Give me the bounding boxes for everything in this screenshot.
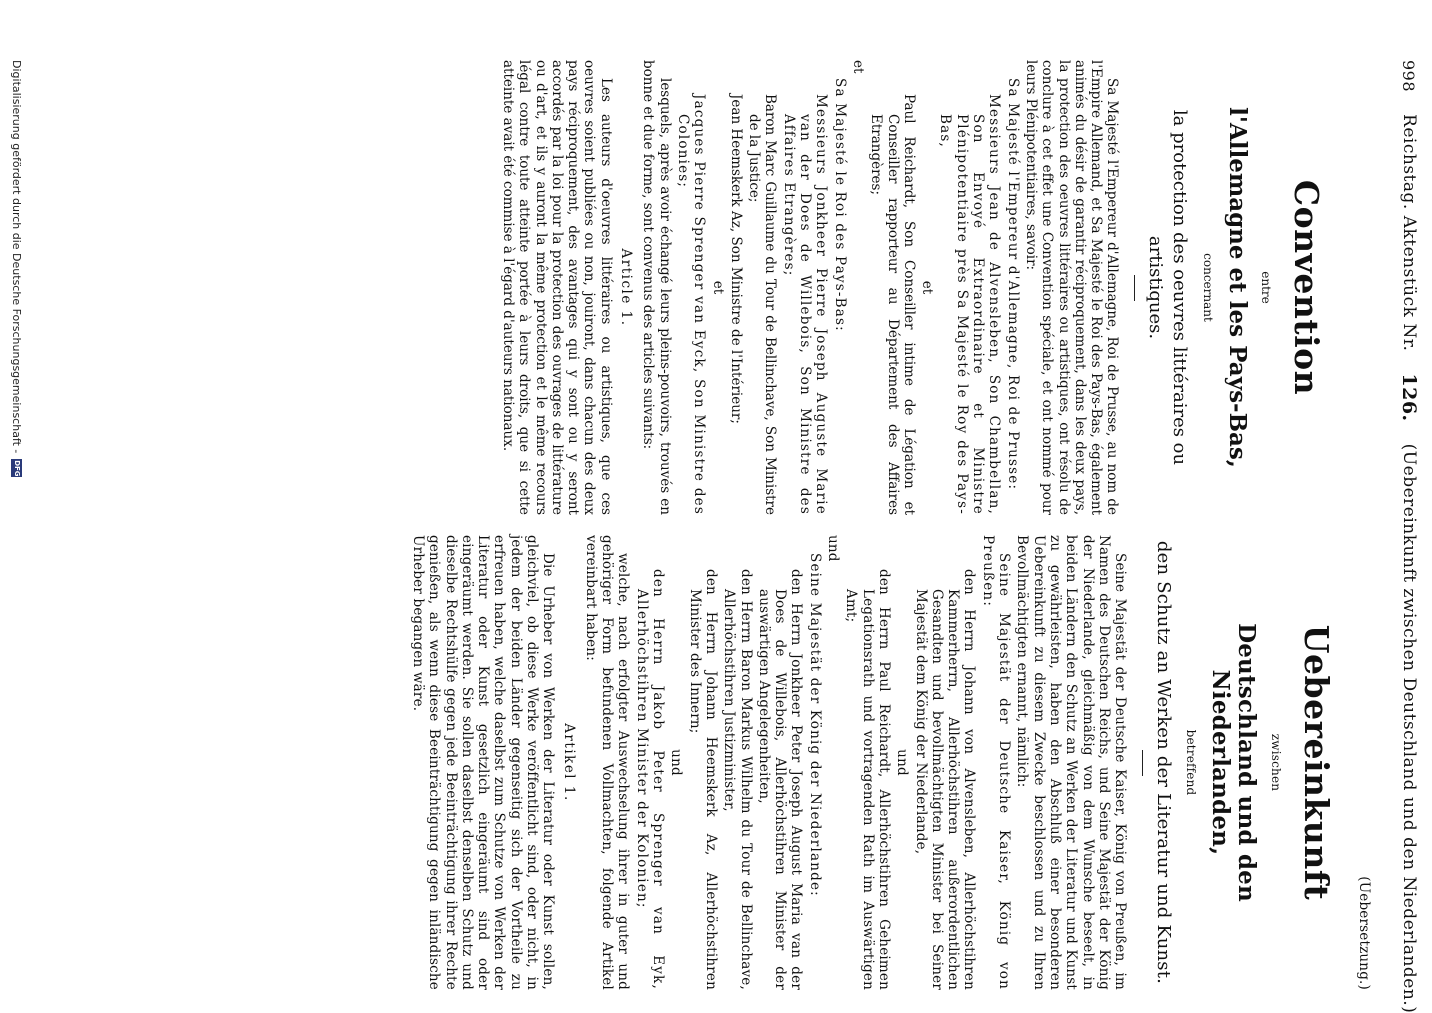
- german-parties: Deutschland und den Niederlanden,: [1207, 623, 1261, 902]
- french-et-3: et: [709, 280, 726, 295]
- german-article-title: Artikel 1.: [560, 723, 577, 802]
- german-delegate-6: den Herrn Jakob Peter Sprenger van Eyk, Allerhöchstihren Minister der Kolonien;: [633, 569, 667, 990]
- german-delegate-4: den Herrn Baron Markus Wilhelm du Tour de Bellinchave, Allerhöchstihren Justizminister,: [721, 569, 754, 990]
- german-und-1: und: [894, 749, 911, 776]
- french-concernant: concernant: [1200, 253, 1215, 322]
- french-sovereign-1: Sa Majesté l'Empereur d'Allemagne, Roi de Prusse:: [1004, 78, 1021, 491]
- german-uebersetzung: (Uebersetzung.): [1356, 876, 1372, 990]
- page-header: [1394, 60, 1424, 1013]
- french-delegate-4: Baron Marc Guillaume du Tour de Bellinchave, Son Ministre de la Justice;: [746, 94, 779, 515]
- german-closing: welche, nach erfolgter Auswechselung ihrer in guter und gehöriger Form befundenen Vollmachten, folgende Artikel vereinbart haben:: [582, 535, 632, 990]
- german-preamble: Seine Majestät der Deutsche Kaiser, König von Preußen, im Namen des Deutschen Reichs, und Seine Majestät der König der Niederlande, gleichmäßig von dem Wunsche beseelt, in beiden Ländern den Schutz an Werken der Literatur und Kunst zu gewährleisten, haben den Abschluß einer besonderen Uebereinkunft zu diesem Zwecke beschlossen und zu Ihren Bevollmächtigten ernannt, nämlich:: [1014, 535, 1129, 990]
- french-delegate-6: Jacques Pierre Sprenger van Eyck, Son Ministre des Colonies;: [674, 94, 708, 515]
- german-und-3: und: [668, 749, 685, 776]
- german-sovereign-1: Seine Majestät der Deutsche Kaiser, König von Preußen:: [979, 535, 1013, 990]
- german-delegate-1: den Herrn Johann von Alvensleben, Allerhöchstihren Kammerherrn, Allerhöchstihren außerordentlichen Gesandten und bevollmächtigten Minister bei Seiner Majestät dem König der Niederlande,: [912, 569, 978, 990]
- french-article-title: Article 1.: [618, 248, 635, 327]
- french-delegate-2: Paul Reichardt, Son Conseiller intime de Légation et Conseiller rapporteur au Département des Affaires Etrangères;: [868, 94, 917, 515]
- page-number: 998: [1399, 60, 1419, 93]
- divider: [1134, 275, 1135, 301]
- german-subject: den Schutz an Werken der Literatur und Kunst.: [1153, 540, 1175, 985]
- french-sovereign-2: Sa Majesté le Roi des Pays-Bas:: [831, 78, 848, 332]
- french-et-2: et: [849, 60, 866, 74]
- header-left-text: Reichstag. Aktenstück Nr.: [1399, 114, 1419, 352]
- document-number: 126.: [1398, 373, 1420, 422]
- german-und-2: und: [825, 535, 842, 562]
- french-delegate-3: Messieurs Jonkheer Pierre Joseph Auguste Marie van der Does de Willebois, Son Ministre des Affaires Etrangères;: [780, 94, 830, 515]
- german-delegate-2: den Herrn Paul Reichardt, Allerhöchstihren Geheimen Legationsrath und vortragenden Rath im Auswärtigen Amt;: [843, 569, 892, 990]
- german-zwischen: zwischen: [1268, 733, 1283, 792]
- german-sovereign-2: Seine Majestät der König der Niederlande:: [806, 553, 823, 897]
- german-article-text: Die Urheber von Werken der Literatur oder Kunst sollen, gleichviel, ob diese Werke veröffentlicht sind, oder nicht, in jedem der beiden Länder gegenseitig sich der Vortheile zu erfreuen haben, welche daselbst zum Schutze von Werken der Literatur oder Kunst gesetzlich eingeräumt sind oder eingeräumt werden. Sie sollen daselbst denselben Schutz und dieselbe Rechtshülfe gegen jede Beeinträchtigung ihrer Rechte genießen, als wenn diese Beeinträchtigung gegen inländische Urheber begangen wäre.: [409, 535, 557, 990]
- french-title: Convention: [1287, 179, 1326, 396]
- french-closing: lesquels, après avoir échangé leurs pleins-pouvoirs, trouvés en bonne et due forme, sont convenus des articles suivants:: [640, 60, 673, 515]
- german-title: Uebereinkunft: [1296, 624, 1336, 901]
- dfg-logo-icon: DFG: [13, 460, 22, 477]
- german-betreffend: betreffend: [1184, 729, 1199, 796]
- french-article-text: Les auteurs d'oeuvres littéraires ou artistiques, que ces oeuvres soient publiées ou non, jouiront, dans chacun des deux pays réciproquement, des avantages qui y sont ou y seront accordés par la loi pour la protection des ouvrages de littérature ou d'art, et ils y auront la même protection et le même recours légal contre toute atteinte portée à leurs droits, que si cette atteinte avait été commise à l'égard d'auteurs nationaux.: [500, 60, 614, 515]
- french-et-1: et: [919, 280, 936, 295]
- footer-text: Digitalisierung gefördert durch die Deutsche Forschungsgemeinschaft -: [10, 60, 24, 454]
- french-parties: l'Allemagne et les Pays-Bas,: [1223, 107, 1251, 468]
- divider: [1142, 750, 1143, 776]
- french-preamble: Sa Majesté l'Empereur d'Allemagne, Roi de Prusse, au nom de l'Empire Allemand, et Sa Majesté le Roi des Pays-Bas, également animés du désir de garantir réciproquement, dans les deux pays, la protection des oeuvres littéraires ou artistiques, ont résolu de conclure à cet effet une Convention spéciale, et ont nommé pour leurs Plénipotentiaires, savoir:: [1022, 60, 1121, 515]
- french-delegate-5: Jean Heemskerk Az, Son Ministre de l'Intérieur;: [727, 94, 744, 424]
- header-right-text: (Uebereinkunft zwischen Deutschland und den Niederlanden.): [1399, 443, 1419, 1013]
- page-footer: [7, 60, 27, 990]
- french-subject: la protection des oeuvres littéraires ou artistiques.: [1145, 109, 1191, 466]
- german-delegate-5: den Herrn Johann Heemskerk Az, Allerhöchstihren Minister des Innern;: [686, 569, 719, 990]
- french-delegate-1: Messieurs Jean de Alvensleben, Son Chambellan, Son Envoyé Extraordinaire et Ministre Plénipotentiaire près Sa Majesté le Roy des Pays-Bas,: [937, 94, 1003, 515]
- german-delegate-3: den Herrn Jonkheer Peter Joseph August Maria van der Does de Willebois, Allerhöchstihren Minister der auswärtigen Angelegenheiten,: [755, 569, 805, 990]
- french-entre: entre: [1259, 271, 1273, 304]
- german-column: [122, 535, 1372, 990]
- french-column: [122, 60, 1372, 515]
